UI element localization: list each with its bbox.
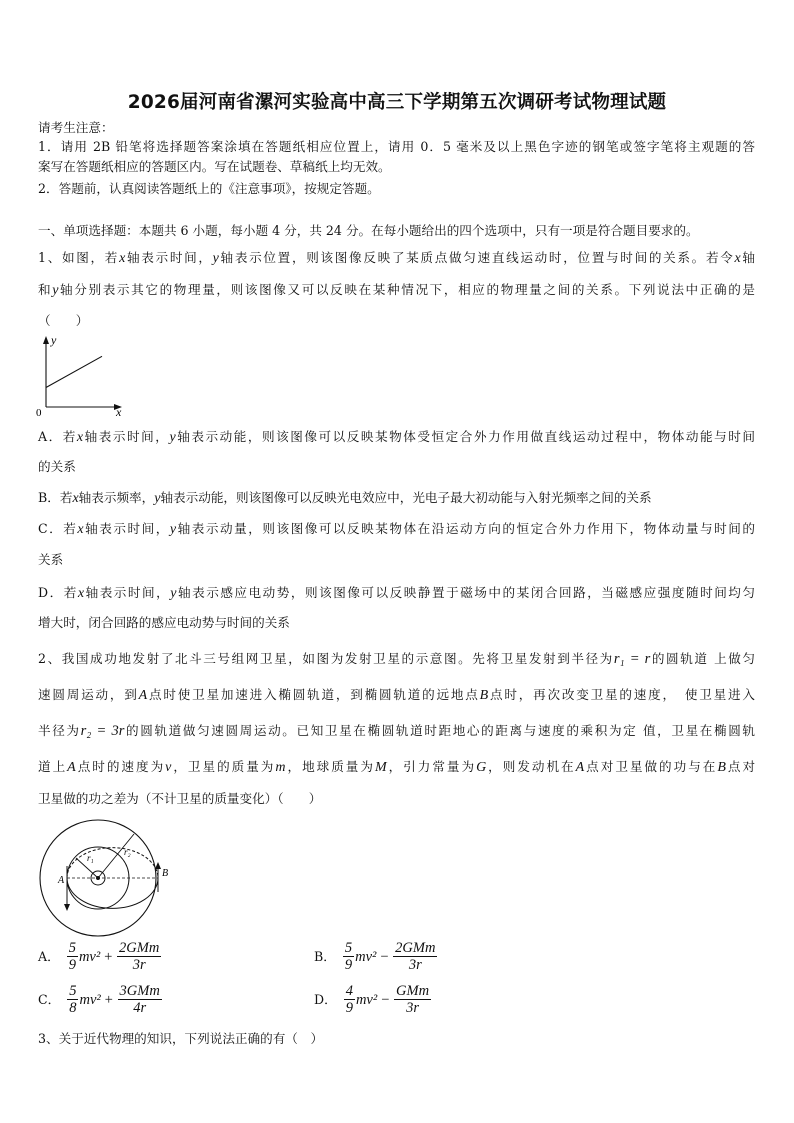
q2-line-4: 道上A点时的速度为v，卫星的质量为m，地球质量为M，引力常量为G，则发动机在A点对卫星做的功与在B点对 — [38, 759, 756, 775]
q1-origin-label: 0 — [36, 407, 42, 419]
q2-line-2: 速圆周运动，到A点时使卫星加速进入椭圆轨道，到椭圆轨道的远地点B点时，再次改变卫星的速度， 使卫星进入 — [38, 687, 756, 703]
q2-line-1: 2、我国成功地发射了北斗三号组网卫星，如图为发射卫星的示意图。先将卫星发射到半径为r₁ = r的圆轨道 上做匀 — [38, 651, 755, 667]
notice-item-1a: 1．请用 2B 铅笔将选择题答案涂填在答题纸相应位置上，请用 0．5 毫米及以上黑色字迹的钢笔或签字笔将主观题的答 — [38, 139, 755, 154]
notice-item-2: 2．答题前，认真阅读答题纸上的《注意事项》，按规定答题。 — [38, 181, 380, 196]
notice-heading: 请考生注意： — [38, 120, 114, 135]
r1-label: r₁ — [87, 853, 94, 863]
q1-line-2: 和y轴分别表示其它的物理量，则该图像又可以反映在某种情况下，相应的物理量之间的关系。下列说法中正确的是 — [38, 282, 756, 298]
q2-line-5: 卫星做的功之差为（不计卫星的质量变化）（ ） — [38, 791, 322, 806]
q2-option-c: C． $\frac{5}{8}$ mv² + $\frac{\text{3GMm}}{4r}$ — [38, 983, 160, 1016]
q1-data-line — [46, 356, 102, 387]
q1-option-d: D．若x轴表示时间，y轴表示感应电动势，则该图像可以反映静置于磁场中的某闭合回路，当磁感应强度随时间均匀 — [38, 585, 756, 601]
q2-option-b: B． $\frac{5}{9}$ mv² − $\frac{\text{2GMm}}{3r}$ — [314, 940, 436, 973]
q1-option-d-cont: 增大时，闭合回路的感应电动势与时间的关系 — [38, 615, 290, 630]
page-title: 2026届河南省漯河实验高中高三下学期第五次调研考试物理试题 — [127, 92, 667, 113]
velocity-b-arrow — [155, 862, 161, 869]
q1-x-label: x — [116, 405, 122, 419]
point-b-label: B — [162, 868, 169, 879]
q1-line-1: 1、如图，若x轴表示时间，y轴表示位置，则该图像反映了某质点做匀速直线运动时，位置与时间的关系。若令x轴 — [38, 250, 756, 266]
q2-line-3: 半径为r₂ = 3r的圆轨道做匀速圆周运动。已知卫星在椭圆轨道时距地心的距离与速度的乘积为定 值，卫星在椭圆轨 — [38, 723, 755, 739]
q2-orbit-figure — [34, 816, 184, 951]
q2-option-d: D． $\frac{4}{9}$ mv² − $\frac{\text{GMm}}{3r}$ — [314, 983, 430, 1016]
point-a-label: A — [58, 875, 65, 886]
q1-graph — [30, 330, 130, 420]
q1-option-c-cont: 关系 — [38, 552, 64, 567]
q1-y-label: y — [51, 333, 57, 347]
q1-blank: （ ） — [38, 313, 89, 328]
q1-option-b: B．若x轴表示频率，y轴表示动能，则该图像可以反映光电效应中，光电子最大初动能与入射光频率之间的关系 — [38, 490, 652, 506]
velocity-a-arrow — [64, 904, 70, 911]
q1-option-a: A．若x轴表示时间，y轴表示动能，则该图像可以反映某物体受恒定合外力作用做直线运动过程中，物体动能与时间 — [38, 429, 756, 445]
q3-stem: 3、关于近代物理的知识，下列说法正确的有（ ） — [38, 1031, 324, 1046]
q1-option-a-cont: 的关系 — [38, 459, 76, 474]
section-heading: 一、单项选择题：本题共 6 小题，每小题 4 分，共 24 分。在每小题给出的四个选项中，只有一项是符合题目要求的。 — [38, 223, 699, 238]
r2-label: r₂ — [124, 847, 131, 857]
q1-y-arrow — [43, 336, 49, 344]
q1-option-c: C．若x轴表示时间，y轴表示动量，则该图像可以反映某物体在沿运动方向的恒定合外力作用下，物体动量与时间的 — [38, 521, 756, 537]
q2-option-a: A． $\frac{5}{9}$ mv² + $\frac{\text{2GMm}}{3r}$ — [38, 940, 160, 973]
notice-item-1b: 案写在答题纸相应的答题区内。写在试题卷、草稿纸上均无效。 — [38, 159, 391, 174]
